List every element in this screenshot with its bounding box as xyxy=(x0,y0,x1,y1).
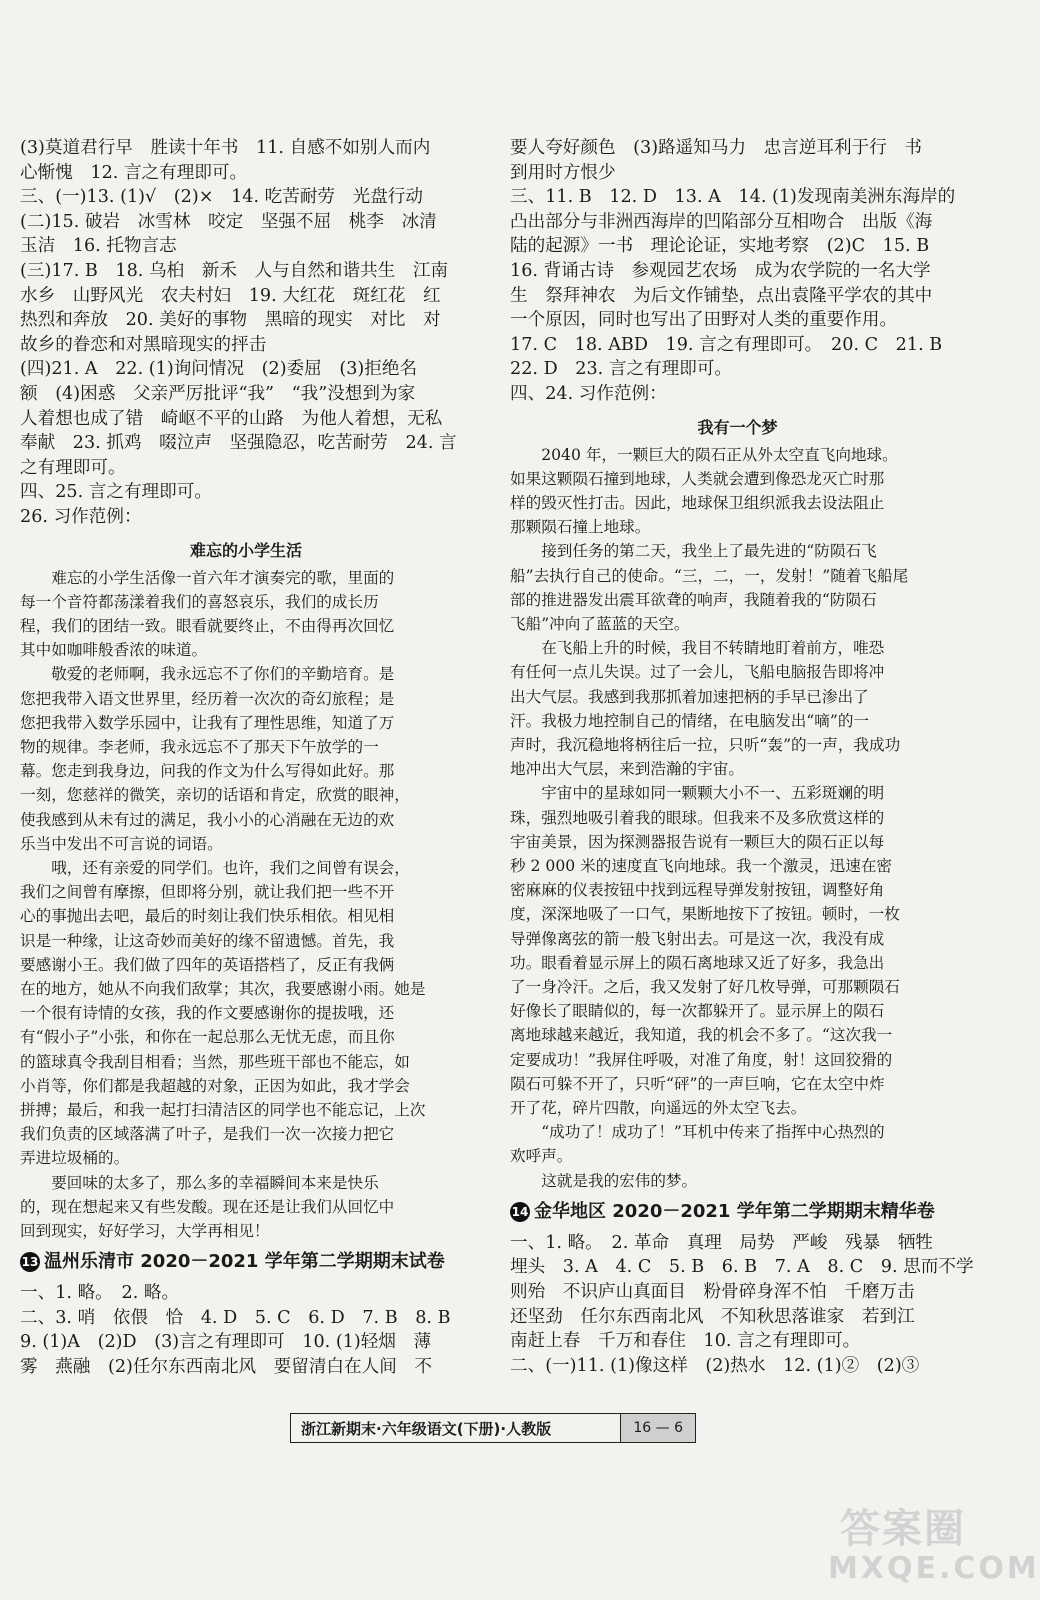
text-line: 热烈和奔放 20. 美好的事物 黑暗的现实 对比 对 xyxy=(20,310,441,331)
text-line: 埋头 3. A 4. C 5. B 6. B 7. A 8. C 9. 思而不学 xyxy=(510,1257,974,1278)
text-line: 二、3. 哨 依偎 恰 4. D 5. C 6. D 7. B 8. B xyxy=(20,1307,451,1328)
text-line: 有任何一点儿失误。过了一会儿，飞船电脑报告即将冲 xyxy=(510,663,885,682)
text-line: 一刻，您慈祥的微笑，亲切的话语和肯定，欣赏的眼神， xyxy=(20,786,410,805)
text-line: 生 祭拜神农 为后文作铺垫，点出袁隆平学农的其中 xyxy=(510,285,933,306)
text-line: 物的规律。李老师，我永远忘不了那天下午放学的一 xyxy=(20,737,379,756)
text-line: 人着想也成了错 崎岖不平的山路 为他人着想，无私 xyxy=(20,408,443,429)
text-line: 二、(一)11. (1)像这样 (2)热水 12. (1)② (2)③ xyxy=(510,1355,920,1376)
text-line: 一个很有诗情的女孩，我的作文要感谢你的提拔哦，还 xyxy=(20,1004,395,1023)
text-line: 四、24. 习作范例： xyxy=(510,383,667,404)
right-answers-top xyxy=(510,136,965,407)
text-line: 在飞船上升的时候，我目不转睛地盯着前方，唯恐 xyxy=(510,639,885,658)
text-line: 那颗陨石撞上地球。 xyxy=(510,518,651,537)
text-line: 要回味的太多了，那么多的幸福瞬间本来是快乐 xyxy=(20,1173,379,1192)
text-line: 密麻麻的仪表按钮中找到远程导弹发射按钮，调整好角 xyxy=(510,881,885,900)
text-line: 我们之间曾有摩擦，但即将分别，就让我们把一些不开 xyxy=(20,883,395,902)
text-line: 功。眼看着显示屏上的陨石离地球又近了好多，我急出 xyxy=(510,953,885,972)
section-number-badge: 13 xyxy=(20,1252,40,1272)
essay-title: 我有一个梦 xyxy=(697,417,778,437)
section-title: 金华地区 2020－2021 学年第二学期期末精华卷 xyxy=(534,1200,935,1222)
text-line: 船”去执行自己的使命。“三，二，一，发射！”随着飞船尾 xyxy=(510,566,909,585)
text-line: 17. C 18. ABD 19. 言之有理即可。 20. C 21. B xyxy=(510,334,943,355)
text-line: 奉献 23. 抓鸡 啜泣声 坚强隐忍，吃苦耐劳 24. 言 xyxy=(20,433,457,454)
text-line: 22. D 23. 言之有理即可。 xyxy=(510,359,733,380)
section-title: 温州乐清市 2020－2021 学年第二学期期末试卷 xyxy=(44,1251,445,1273)
text-line: 到用时方恨少 xyxy=(510,162,616,183)
text-line: 故乡的眷恋和对黑暗现实的抨击 xyxy=(20,334,267,355)
text-line: 弄进垃圾桶的。 xyxy=(20,1149,130,1168)
text-line: 每一个音符都荡漾着我们的喜怒哀乐，我们的成长历 xyxy=(20,592,379,611)
text-line: 了一身冷汗。之后，我又发射了好几枚导弹，可那颗陨石 xyxy=(510,978,900,996)
watermark xyxy=(828,1506,1040,1586)
text-line: (三)17. B 18. 乌桕 新禾 人与自然和谐共生 江南 xyxy=(20,260,449,281)
text-line: 程，我们的团结一致。眼看就要终止，不由得再次回忆 xyxy=(20,616,395,635)
text-line: 有“假小子”小张，和你在一起总那么无忧无虑，而且你 xyxy=(20,1028,395,1047)
right-column xyxy=(510,136,974,1378)
text-line: 凸出部分与非洲西海岸的凹陷部分互相吻合 出版《海 xyxy=(510,211,933,232)
text-line: 心的事抛出去吧，最后的时刻让我们快乐相依。相见相 xyxy=(20,907,395,926)
text-line: 四、25. 言之有理即可。 xyxy=(20,482,212,503)
text-line: 南赶上春 千万和春住 10. 言之有理即可。 xyxy=(510,1331,861,1352)
text-line: 一个原因，同时也写出了田野对人类的重要作用。 xyxy=(510,310,898,331)
text-line: 26. 习作范例： xyxy=(20,506,142,527)
text-line: 宇宙中的星球如同一颗颗大小不一、五彩斑斓的明 xyxy=(510,784,885,803)
text-line: 开了花，碎片四散，向遥远的外太空飞去。 xyxy=(510,1099,807,1118)
text-line: 好像长了眼睛似的，每一次都躲开了。显示屏上的陨石 xyxy=(510,1002,885,1021)
watermark-logo: 答案圈 xyxy=(840,1506,966,1552)
text-line: 的，现在想起来又有些发酸。现在还是让我们从回忆中 xyxy=(20,1197,395,1216)
essay-body xyxy=(510,443,965,1193)
text-line: 陨石可躲不开了，只听“砰”的一声巨响，它在太空中炸 xyxy=(510,1074,885,1093)
text-line: 离地球越来越近，我知道，我的机会不多了。“这次我一 xyxy=(510,1026,893,1045)
text-line: 样的毁灭性打击。因此，地球保卫组织派我去设法阻止 xyxy=(510,493,885,512)
right-answers-bottom xyxy=(510,1231,974,1379)
text-line: 三、11. B 12. D 13. A 14. (1)发现南美洲东海岸的 xyxy=(510,187,956,208)
text-line: 要感谢小王。我们做了四年的英语搭档了，反正有我俩 xyxy=(20,955,395,974)
text-line: 水乡 山野风光 农夫村妇 19. 大红花 斑红花 红 xyxy=(20,285,441,306)
text-line: 部的推进器发出震耳欲聋的响声，我随着我的“防陨石 xyxy=(510,590,877,609)
text-line: 您把我带入语文世界里，经历着一次次的奇幻旅程；是 xyxy=(20,689,395,708)
text-line: 哦，还有亲爱的同学们。也许，我们之间曾有误会， xyxy=(20,858,410,877)
page-footer xyxy=(290,1413,696,1443)
text-line: 使我感到从未有过的满足，我小小的心消融在无边的欢 xyxy=(20,810,395,829)
text-line: 的篮球真令我刮目相看；当然，那些班干部也不能忘，如 xyxy=(20,1052,410,1071)
text-line: “成功了！成功了！”耳机中传来了指挥中心热烈的 xyxy=(510,1123,885,1142)
text-line: 16. 背诵古诗 参观园艺农场 成为农学院的一名大学 xyxy=(510,260,931,281)
text-line: 度，深深地吸了一口气，果断地按下了按钮。顿时，一枚 xyxy=(510,905,900,924)
text-line: 如果这颗陨石撞到地球，人类就会遭到像恐龙灭亡时那 xyxy=(510,469,885,488)
text-line: 定要成功！”我屏住呼吸，对准了角度，射！这回狡猾的 xyxy=(510,1050,893,1069)
left-answers-top xyxy=(20,136,472,530)
text-line: 玉洁 16. 托物言志 xyxy=(20,236,177,257)
page-number: 16 — 6 xyxy=(620,1414,695,1442)
section-heading xyxy=(510,1199,965,1225)
text-line: 乐当中发出不可言说的词语。 xyxy=(20,834,223,853)
footer-title: 浙江新期末·六年级语文(下册)·人教版 xyxy=(301,1419,552,1438)
section-number-badge: 14 xyxy=(510,1202,530,1222)
text-line: 2040 年，一颗巨大的陨石正从外太空直飞向地球。 xyxy=(510,445,898,464)
text-line: 飞船”冲向了蓝蓝的天空。 xyxy=(510,614,690,633)
text-line: 在的地方，她从不向我们敌掌；其次，我要感谢小雨。她是 xyxy=(20,979,426,998)
text-line: 出大气层。我感到我那抓着加速把柄的手早已渗出了 xyxy=(510,687,869,706)
left-column xyxy=(20,136,472,1380)
text-line: 9. (1)A (2)D (3)言之有理即可 10. (1)轻烟 薄 xyxy=(20,1332,432,1353)
text-line: 宇宙美景，因为探测器报告说有一颗巨大的陨石正以每 xyxy=(510,832,885,851)
text-line: 要人夸好颜色 (3)路遥知马力 忠言逆耳利于行 书 xyxy=(510,138,922,158)
text-line: 心惭愧 12. 言之有理即可。 xyxy=(20,162,248,183)
text-line: 之有理即可。 xyxy=(20,457,126,478)
text-line: 珠，强烈地吸引着我的眼球。但我来不及多欣赏这样的 xyxy=(510,808,885,827)
text-line: 还坚劲 任尔东西南北风 不知秋思落谁家 若到江 xyxy=(510,1306,915,1327)
text-line: 接到任务的第二天，我坐上了最先进的“防陨石飞 xyxy=(510,542,877,561)
text-line: (3)莫道君行早 胜读十年书 11. 自感不如别人而内 xyxy=(20,138,431,158)
text-line: 额 (4)困惑 父亲严厉批评“我” “我”没想到为家 xyxy=(20,383,416,404)
text-line: 三、(一)13. (1)√ (2)× 14. 吃苦耐劳 光盘行动 xyxy=(20,187,423,208)
text-line: 敬爱的老师啊，我永远忘不了你们的辛勤培育。是 xyxy=(20,665,395,684)
section-heading xyxy=(20,1249,472,1275)
text-line: 小肖等，你们都是我超越的对象，正因为如此，我才学会 xyxy=(20,1076,410,1095)
text-line: 识是一种缘，让这奇妙而美好的缘不留遗憾。首先，我 xyxy=(20,931,395,950)
text-line: 汗。我极力地控制自己的情绪，在电脑发出“嘀”的一 xyxy=(510,711,870,730)
text-line: 幕。您走到我身边，问我的作文为什么写得如此好。那 xyxy=(20,762,395,781)
text-line: (四)21. A 22. (1)询问情况 (2)委屈 (3)拒绝名 xyxy=(20,359,418,380)
text-line: 这就是我的宏伟的梦。 xyxy=(510,1171,698,1190)
text-line: 地冲出大气层，来到浩瀚的宇宙。 xyxy=(510,760,744,779)
text-line: 秒 2 000 米的速度直飞向地球。我一个激灵，迅速在密 xyxy=(510,856,893,875)
text-line: 回到现实，好好学习，大学再相见！ xyxy=(20,1221,270,1240)
text-line: 陆的起源》一书 理论论证，实地考察 (2)C 15. B xyxy=(510,236,930,257)
text-line: 您把我带入数学乐园中，让我有了理性思维，知道了万 xyxy=(20,713,395,732)
text-line: 拼搏；最后，和我一起打扫清洁区的同学也不能忘记，上次 xyxy=(20,1100,426,1119)
text-line: 其中如咖啡般香浓的味道。 xyxy=(20,641,208,660)
left-answers-bottom xyxy=(20,1281,472,1379)
text-line: 欢呼声。 xyxy=(510,1147,573,1166)
text-line: (二)15. 破岩 冰雪林 咬定 坚强不屈 桃李 冰清 xyxy=(20,211,437,232)
essay-body xyxy=(20,566,472,1244)
text-line: 声时，我沉稳地将柄往后一拉，只听“轰”的一声，我成功 xyxy=(510,735,901,754)
text-line: 我们负责的区域落满了叶子，是我们一次一次接力把它 xyxy=(20,1125,395,1144)
text-line: 导弹像离弦的箭一般飞射出去。可是这一次，我没有成 xyxy=(510,929,885,948)
essay-title: 难忘的小学生活 xyxy=(189,540,302,560)
watermark-url: MXQE.COM xyxy=(828,1551,1040,1586)
text-line: 则殆 不识庐山真面目 粉骨碎身浑不怕 千磨万击 xyxy=(510,1282,915,1303)
text-line: 难忘的小学生活像一首六年才演奏完的歌，里面的 xyxy=(20,568,395,587)
text-line: 一、1. 略。 2. 革命 真理 局势 严峻 残暴 牺牲 xyxy=(510,1232,934,1253)
text-line: 雾 燕融 (2)任尔东西南北风 要留清白在人间 不 xyxy=(20,1356,432,1377)
text-line: 一、1. 略。 2. 略。 xyxy=(20,1283,180,1304)
